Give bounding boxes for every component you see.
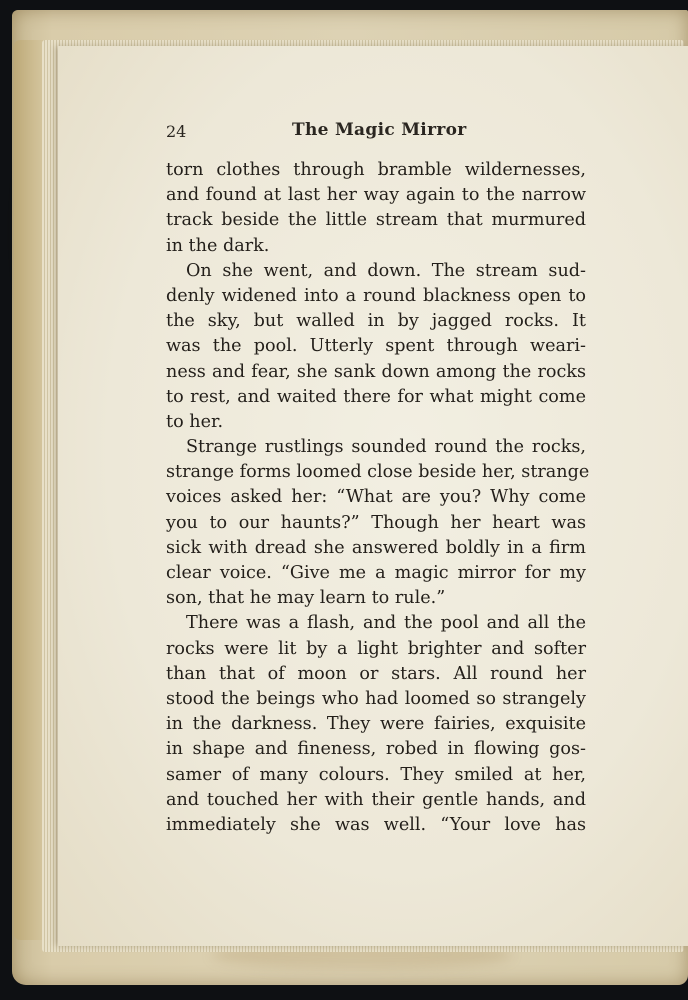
text-line: sick with dread she answered boldly in a firm <box>166 537 586 558</box>
text-line: clear voice. “Give me a magic mirror for my <box>166 563 586 583</box>
running-head <box>166 120 586 144</box>
text-line: denly widened into a round blackness open to <box>166 285 586 306</box>
text-line: There was a flash, and the pool and all the <box>186 613 586 634</box>
text-line: than that of moon or stars. All round her <box>166 663 586 684</box>
text-line: in shape and fineness, robed in flowing gos- <box>166 739 586 760</box>
text-line: to her. <box>166 411 224 432</box>
text-line: was the pool. Utterly spent through weari- <box>166 336 586 357</box>
paragraph-3 <box>166 435 590 611</box>
text-line: and touched her with their gentle hands, and <box>166 789 586 810</box>
paragraph-2 <box>166 259 586 435</box>
text-line: track beside the little stream that murmured <box>166 210 586 231</box>
running-title: The Magic Mirror <box>292 120 467 140</box>
text-line: stood the beings who had loomed so strangely <box>166 688 586 709</box>
page-number: 24 <box>166 122 187 141</box>
text-line: rocks were lit by a light brighter and softer <box>166 638 586 659</box>
text-line: the sky, but walled in by jagged rocks. It <box>166 311 586 332</box>
text-line: voices asked her: “What are you? Why come <box>166 487 586 508</box>
text-line: in the dark. <box>166 235 270 256</box>
text-line: and found at last her way again to the narrow <box>166 185 586 206</box>
body-text <box>166 158 590 838</box>
text-line: to rest, and waited there for what might come <box>166 386 586 407</box>
text-line: in the darkness. They were fairies, exquisite <box>166 714 586 735</box>
text-line: samer of many colours. They smiled at her, <box>166 764 586 785</box>
text-line: strange forms loomed close beside her, strange <box>166 462 590 483</box>
text-line: Strange rustlings sounded round the rocks, <box>186 437 586 458</box>
text-line: On she went, and down. The stream sud- <box>186 260 586 281</box>
text-line: torn clothes through bramble wildernesses, <box>166 160 586 180</box>
text-line: son, that he may learn to rule.” <box>166 588 446 609</box>
text-line: immediately she was well. “Your love has <box>166 814 586 835</box>
paragraph-4 <box>166 611 586 838</box>
text-line: ness and fear, she sank down among the rocks <box>166 361 586 382</box>
text-line: you to our haunts?” Though her heart was <box>166 512 586 533</box>
paragraph-1 <box>166 158 586 259</box>
